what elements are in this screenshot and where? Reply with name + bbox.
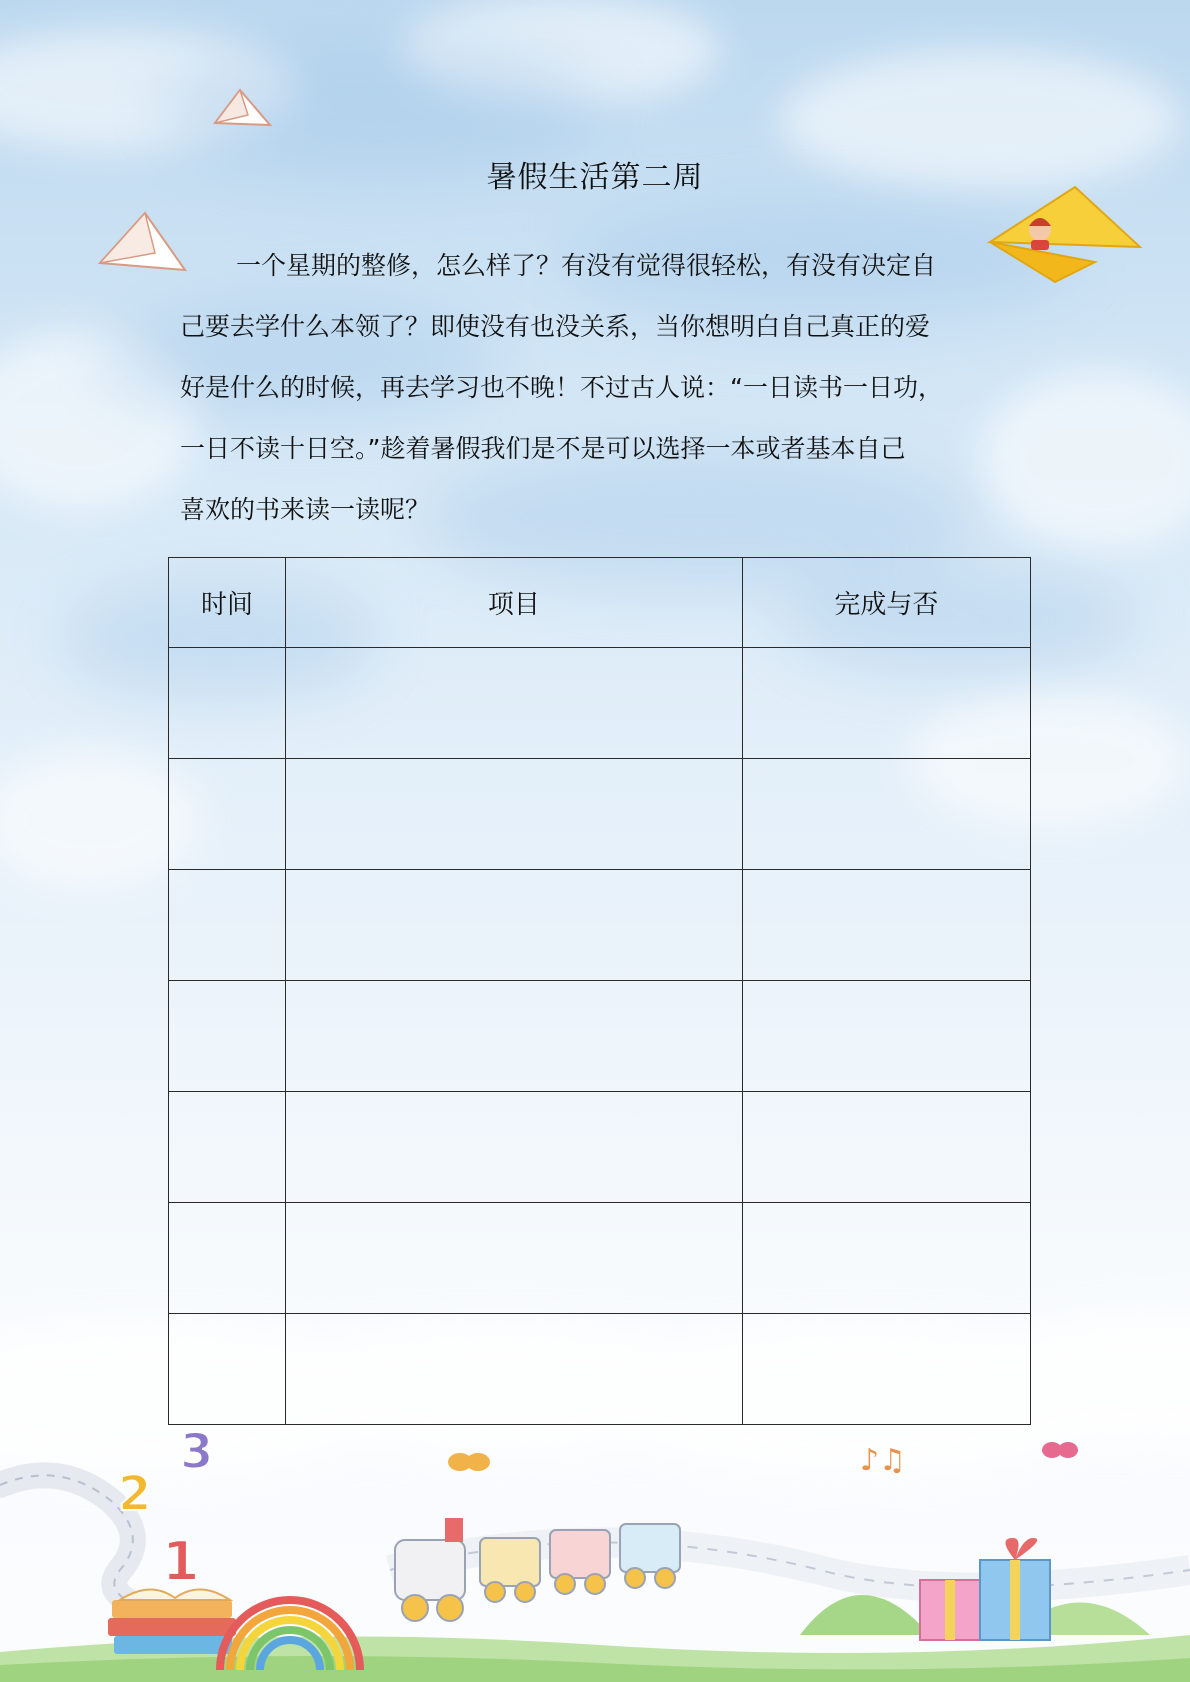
book-stack-icon [108,1589,236,1654]
cell-item[interactable] [286,870,743,981]
page-title: 暑假生活第二周 [486,160,704,195]
number-one: 1 [162,1530,200,1593]
cell-time[interactable] [169,1203,286,1314]
cell-time[interactable] [169,1092,286,1203]
cell-done[interactable] [742,1203,1030,1314]
gift-box-icon [920,1538,1050,1640]
table-row [169,648,1031,759]
cell-time[interactable] [169,870,286,981]
paper-plane-icon [210,85,275,135]
paragraph-line: 己要去学什么本领了？即使没有也没关系，当你想明白自己真正的爱 [180,312,931,341]
paragraph-line: 喜欢的书来读一读呢？ [180,495,431,524]
table-row [169,1203,1031,1314]
music-note-icon: ♪♫ [860,1443,907,1478]
intro-paragraph [180,235,1020,540]
number-three: 3 [180,1424,214,1480]
butterfly-icon [1042,1442,1078,1458]
table-row [169,1092,1031,1203]
cell-done[interactable] [742,1092,1030,1203]
cell-time[interactable] [169,648,286,759]
butterfly-icon [448,1453,490,1471]
header-time: 时间 [169,558,286,648]
cell-item[interactable] [286,981,743,1092]
header-item: 项目 [286,558,743,648]
paper-plane-icon [95,208,190,278]
paragraph-line: 好是什么的时候，再去学习也不晚！不过古人说：“一日读书一日功， [180,373,943,402]
plan-table [168,557,1031,1425]
table-header-row [169,558,1031,648]
cell-time[interactable] [169,759,286,870]
cell-item[interactable] [286,1203,743,1314]
bottom-illustration [0,1420,1190,1682]
cell-done[interactable] [742,1314,1030,1425]
table-row [169,981,1031,1092]
paragraph-line: 一日不读十日空。”趁着暑假我们是不是可以选择一本或者基本自己 [180,434,906,463]
cell-time[interactable] [169,1314,286,1425]
cell-time[interactable] [169,981,286,1092]
table-row [169,759,1031,870]
cell-done[interactable] [742,981,1030,1092]
paragraph-line: 一个星期的整修，怎么样了？有没有觉得很轻松，有没有决定自 [236,251,937,280]
table-row [169,870,1031,981]
number-two: 2 [118,1466,152,1522]
header-done: 完成与否 [742,558,1030,648]
cell-item[interactable] [286,1092,743,1203]
cell-item[interactable] [286,759,743,870]
table-row [169,1314,1031,1425]
cell-done[interactable] [742,648,1030,759]
cell-done[interactable] [742,759,1030,870]
cell-done[interactable] [742,870,1030,981]
cell-item[interactable] [286,1314,743,1425]
cell-item[interactable] [286,648,743,759]
